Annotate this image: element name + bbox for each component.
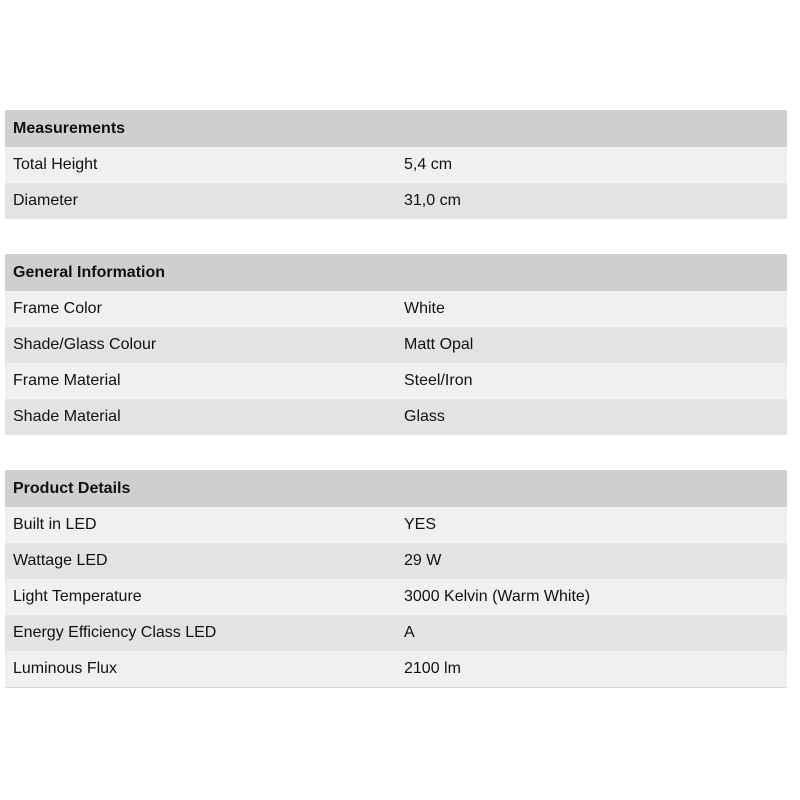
spec-label: Total Height [5, 147, 396, 183]
section-header-row [5, 110, 787, 147]
table-row [5, 543, 787, 579]
spec-value: 29 W [396, 543, 787, 579]
spec-label: Shade/Glass Colour [5, 327, 396, 363]
table-row [5, 399, 787, 435]
section-title-general-information: General Information [5, 254, 787, 291]
spec-value: White [396, 291, 787, 327]
spec-label: Light Temperature [5, 579, 396, 615]
spec-value: YES [396, 507, 787, 543]
spec-label: Wattage LED [5, 543, 396, 579]
table-row [5, 363, 787, 399]
spec-value: Matt Opal [396, 327, 787, 363]
spec-value: Steel/Iron [396, 363, 787, 399]
table-row [5, 651, 787, 687]
section-header-row [5, 254, 787, 291]
table-row [5, 147, 787, 183]
spec-label: Built in LED [5, 507, 396, 543]
section-title-measurements: Measurements [5, 110, 787, 147]
table-row [5, 327, 787, 363]
general-information-table [5, 254, 787, 435]
measurements-table [5, 110, 787, 219]
spec-label: Diameter [5, 183, 396, 219]
table-row [5, 507, 787, 543]
spec-value: 2100 lm [396, 651, 787, 687]
spec-label: Frame Material [5, 363, 396, 399]
section-title-product-details: Product Details [5, 470, 787, 507]
spec-label: Shade Material [5, 399, 396, 435]
section-header-row [5, 470, 787, 507]
table-row [5, 291, 787, 327]
table-row [5, 615, 787, 651]
spec-value: 31,0 cm [396, 183, 787, 219]
table-row [5, 579, 787, 615]
spec-value: A [396, 615, 787, 651]
spec-label: Luminous Flux [5, 651, 396, 687]
spec-value: 3000 Kelvin (Warm White) [396, 579, 787, 615]
table-row [5, 183, 787, 219]
spec-value: Glass [396, 399, 787, 435]
spec-label: Frame Color [5, 291, 396, 327]
spec-value: 5,4 cm [396, 147, 787, 183]
spec-label: Energy Efficiency Class LED [5, 615, 396, 651]
product-details-table [5, 470, 787, 688]
spec-sheet [5, 110, 787, 688]
